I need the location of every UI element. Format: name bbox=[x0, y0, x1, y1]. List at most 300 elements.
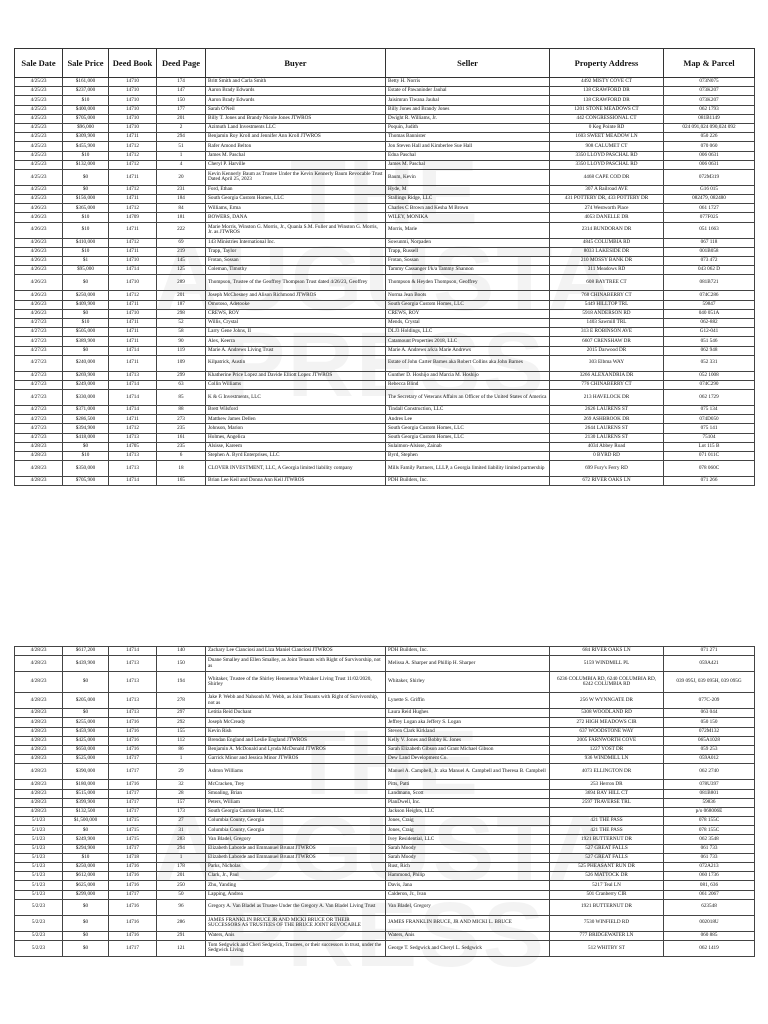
cell-property-address: 421 THE PASS bbox=[550, 826, 664, 835]
cell-buyer: CLOVER INVESTMENT, LLC, A Georgia limited liability company bbox=[206, 461, 386, 477]
cell-sale-date: 4/28/23 bbox=[15, 736, 63, 745]
cell-seller: Charles C Brown and Kesha M Brown bbox=[386, 204, 550, 213]
cell-map-parcel: G12-041 bbox=[664, 328, 755, 337]
cell-deed-book: 14712 bbox=[109, 291, 157, 300]
cell-deed-page: 147 bbox=[157, 87, 206, 96]
cell-seller: Tindall Construction, LLC bbox=[386, 406, 550, 415]
table-row bbox=[15, 745, 755, 754]
table-row bbox=[15, 477, 755, 486]
cell-deed-page: 294 bbox=[157, 133, 206, 142]
cell-buyer: Columbia County, Georgia bbox=[206, 826, 386, 835]
cell-seller: Jaisimran Tiwana Jauhal bbox=[386, 96, 550, 105]
cell-map-parcel: 050 150 bbox=[664, 718, 755, 727]
cell-seller: Jones, Craig bbox=[386, 817, 550, 826]
cell-buyer: Parks, Nicholas bbox=[206, 863, 386, 872]
cell-deed-book: 14712 bbox=[109, 238, 157, 247]
cell-seller: Billy Jones and Brandy Jones bbox=[386, 105, 550, 114]
cell-seller: Mills Family Partners, LLLP, a Georgia limited liability limited partnership bbox=[386, 461, 550, 477]
cell-deed-page: 85 bbox=[157, 390, 206, 406]
cell-deed-book: 14711 bbox=[109, 355, 157, 371]
cell-deed-page: 69 bbox=[157, 238, 206, 247]
cell-deed-page: 184 bbox=[157, 195, 206, 204]
cell-sale-date: 4/28/23 bbox=[15, 718, 63, 727]
cell-map-parcel: 059A421 bbox=[664, 656, 755, 672]
cell-sale-price: $0 bbox=[63, 940, 109, 956]
table-row bbox=[15, 899, 755, 915]
cell-sale-price: $10 bbox=[63, 452, 109, 461]
cell-deed-page: 51 bbox=[157, 142, 206, 151]
cell-deed-page: 235 bbox=[157, 424, 206, 433]
cell-sale-date: 4/28/23 bbox=[15, 452, 63, 461]
cell-deed-book: 14718 bbox=[109, 853, 157, 862]
header-deed-book: Deed Book bbox=[109, 49, 157, 78]
cell-map-parcel: 062 1419 bbox=[664, 940, 755, 956]
table-row bbox=[15, 355, 755, 371]
cell-property-address: 0 Keg Pointe RD bbox=[550, 123, 664, 132]
cell-buyer: Clark, Jr., Paul bbox=[206, 872, 386, 881]
cell-deed-book: 14715 bbox=[109, 817, 157, 826]
cell-deed-page: 28 bbox=[157, 789, 206, 798]
table-row bbox=[15, 424, 755, 433]
cell-sale-price: $240,000 bbox=[63, 355, 109, 371]
cell-deed-book: 14716 bbox=[109, 718, 157, 727]
cell-deed-page: 161 bbox=[157, 433, 206, 442]
cell-sale-date: 4/27/23 bbox=[15, 346, 63, 355]
cell-deed-book: 14717 bbox=[109, 798, 157, 807]
cell-map-parcel: 006 0631 bbox=[664, 151, 755, 160]
header-buyer: Buyer bbox=[206, 49, 386, 78]
cell-property-address: 5449 HILLTOP TRL bbox=[550, 300, 664, 309]
cell-deed-page: 119 bbox=[157, 346, 206, 355]
cell-deed-book: 14716 bbox=[109, 745, 157, 754]
cell-deed-book: 14716 bbox=[109, 872, 157, 881]
cell-property-address: 311 Meadows RD bbox=[550, 266, 664, 275]
cell-sale-date: 4/28/23 bbox=[15, 727, 63, 736]
cell-property-address: 2015 Darwood DR bbox=[550, 346, 664, 355]
cell-property-address: 2314 BUNDORAN DR bbox=[550, 222, 664, 238]
cell-deed-book: 14713 bbox=[109, 371, 157, 380]
cell-buyer: Johnson, Marion bbox=[206, 424, 386, 433]
cell-property-address: 307 A Railroad AVE bbox=[550, 185, 664, 194]
cell-seller: James M. Paschal bbox=[386, 160, 550, 169]
table-row bbox=[15, 204, 755, 213]
cell-deed-page: 173 bbox=[157, 807, 206, 816]
cell-sale-price: $10 bbox=[63, 222, 109, 238]
cell-map-parcel: 050 226 bbox=[664, 133, 755, 142]
cell-map-parcel: 073K207 bbox=[664, 96, 755, 105]
cell-map-parcel: 078 155C bbox=[664, 817, 755, 826]
cell-property-address: 2130 LAURENS ST bbox=[550, 433, 664, 442]
cell-property-address: 1921 BUTTERNUT DR bbox=[550, 899, 664, 915]
cell-sale-date: 4/26/23 bbox=[15, 300, 63, 309]
cell-buyer: Frotan, Sossan bbox=[206, 257, 386, 266]
cell-sale-price: $418,000 bbox=[63, 433, 109, 442]
cell-map-parcel: 062 948 bbox=[664, 346, 755, 355]
cell-sale-price: $255,000 bbox=[63, 718, 109, 727]
cell-seller: Kelly V. Jones and Bobby K. Jones bbox=[386, 736, 550, 745]
table-row bbox=[15, 780, 755, 789]
table-row bbox=[15, 755, 755, 764]
cell-buyer: Omotoso, Adetooke bbox=[206, 300, 386, 309]
cell-map-parcel: 073 472 bbox=[664, 257, 755, 266]
table-row bbox=[15, 881, 755, 890]
cell-deed-page: 222 bbox=[157, 222, 206, 238]
table-row bbox=[15, 238, 755, 247]
cell-sale-price: $10 bbox=[63, 853, 109, 862]
header-sale-date: Sale Date bbox=[15, 49, 63, 78]
table-row bbox=[15, 647, 755, 656]
table-row bbox=[15, 160, 755, 169]
cell-buyer: Columbia County, Georgia bbox=[206, 817, 386, 826]
cell-seller: Baum, Kevin bbox=[386, 169, 550, 185]
table-row bbox=[15, 835, 755, 844]
cell-sale-date: 4/25/23 bbox=[15, 185, 63, 194]
cell-sale-price: $515,000 bbox=[63, 789, 109, 798]
cell-seller: Thomas Bannister bbox=[386, 133, 550, 142]
cell-deed-page: 201 bbox=[157, 872, 206, 881]
cell-buyer: 143 Ministries International Inc. bbox=[206, 238, 386, 247]
cell-property-address: 776 CHINABERRY CT bbox=[550, 380, 664, 389]
cell-sale-price: $249,900 bbox=[63, 835, 109, 844]
cell-sale-date: 4/25/23 bbox=[15, 114, 63, 123]
cell-map-parcel: 081B721 bbox=[664, 275, 755, 291]
cell-deed-page: 112 bbox=[157, 736, 206, 745]
cell-sale-date: 4/27/23 bbox=[15, 433, 63, 442]
table-row bbox=[15, 213, 755, 222]
cell-deed-book: 14710 bbox=[109, 309, 157, 318]
cell-deed-book: 14710 bbox=[109, 257, 157, 266]
cell-map-parcel: 081B801 bbox=[664, 789, 755, 798]
cell-sale-price: $10 bbox=[63, 96, 109, 105]
cell-property-address bbox=[550, 807, 664, 816]
cell-seller: Steven Clark Kirkland bbox=[386, 727, 550, 736]
cell-seller: Sulaimon-Alsisse, Zainab bbox=[386, 442, 550, 451]
cell-sale-date: 4/27/23 bbox=[15, 337, 63, 346]
cell-property-address: 768 CHINABERRY CT bbox=[550, 291, 664, 300]
cell-sale-price: $705,000 bbox=[63, 114, 109, 123]
cell-property-address: 0 BYRD RD bbox=[550, 452, 664, 461]
cell-property-address: 8033 LAKESIDE DR bbox=[550, 247, 664, 256]
table-row bbox=[15, 727, 755, 736]
table-row bbox=[15, 863, 755, 872]
cell-deed-book: 14710 bbox=[109, 78, 157, 87]
cell-deed-book: 14716 bbox=[109, 863, 157, 872]
table-row bbox=[15, 693, 755, 709]
cell-map-parcel: 052 1008 bbox=[664, 371, 755, 380]
cell-sale-date: 4/28/23 bbox=[15, 798, 63, 807]
cell-map-parcel: 039 095J, 039 095H, 039 095G bbox=[664, 672, 755, 693]
cell-sale-date: 4/25/23 bbox=[15, 169, 63, 185]
cell-sale-price: $525,000 bbox=[63, 755, 109, 764]
cell-deed-page: 58 bbox=[157, 328, 206, 337]
cell-seller: Landmann, Scott bbox=[386, 789, 550, 798]
cell-buyer: Joseph McCready bbox=[206, 718, 386, 727]
cell-sale-price: $0 bbox=[63, 709, 109, 718]
cell-deed-book: 14717 bbox=[109, 844, 157, 853]
table-row bbox=[15, 890, 755, 899]
cell-map-parcel: 075 141 bbox=[664, 424, 755, 433]
cell-map-parcel: 062-882 bbox=[664, 318, 755, 327]
cell-sale-date: 5/1/23 bbox=[15, 863, 63, 872]
cell-map-parcel: 001B058 bbox=[664, 247, 755, 256]
table-row bbox=[15, 433, 755, 442]
cell-map-parcel: 59836 bbox=[664, 798, 755, 807]
cell-sale-date: 4/27/23 bbox=[15, 406, 63, 415]
cell-deed-page: 201 bbox=[157, 291, 206, 300]
cell-property-address: 2597 TRAVERSE TRL bbox=[550, 798, 664, 807]
cell-sale-date: 4/26/23 bbox=[15, 275, 63, 291]
cell-deed-book: 14709 bbox=[109, 213, 157, 222]
cell-map-parcel: 040 051A bbox=[664, 309, 755, 318]
cell-deed-page: 109 bbox=[157, 355, 206, 371]
cell-property-address: 431 POTTERY DR, 433 POTTERY DR bbox=[550, 195, 664, 204]
cell-sale-price: $96,000 bbox=[63, 123, 109, 132]
cell-sale-price: $389,900 bbox=[63, 337, 109, 346]
cell-deed-page: 63 bbox=[157, 380, 206, 389]
cell-seller: PDH Builders, Inc. bbox=[386, 647, 550, 656]
cell-deed-book: 14712 bbox=[109, 204, 157, 213]
cell-sale-date: 4/28/23 bbox=[15, 755, 63, 764]
table-row bbox=[15, 789, 755, 798]
cell-seller: Trapp, Russell bbox=[386, 247, 550, 256]
cell-sale-date: 4/28/23 bbox=[15, 477, 63, 486]
cell-sale-date: 4/28/23 bbox=[15, 656, 63, 672]
table-row bbox=[15, 266, 755, 275]
cell-buyer: Matthew James Dellen bbox=[206, 415, 386, 424]
cell-property-address: 777 BRIDGEWATER LN bbox=[550, 931, 664, 940]
cell-property-address: 138 CRAWFORD DR bbox=[550, 87, 664, 96]
cell-seller: PlanDwell, Inc. bbox=[386, 798, 550, 807]
cell-map-parcel: 59847 bbox=[664, 300, 755, 309]
table-row bbox=[15, 185, 755, 194]
cell-sale-date: 4/25/23 bbox=[15, 133, 63, 142]
cell-sale-price: $156,000 bbox=[63, 195, 109, 204]
cell-deed-page: 145 bbox=[157, 257, 206, 266]
cell-sale-price: $10 bbox=[63, 318, 109, 327]
cell-map-parcel: 623548 bbox=[664, 899, 755, 915]
cell-buyer: Willis, Crystal bbox=[206, 318, 386, 327]
cell-sale-price: $705,900 bbox=[63, 477, 109, 486]
cell-sale-date: 4/25/23 bbox=[15, 105, 63, 114]
table-row bbox=[15, 931, 755, 940]
table-row bbox=[15, 257, 755, 266]
cell-map-parcel: 081B1149 bbox=[664, 114, 755, 123]
cell-deed-page: 273 bbox=[157, 415, 206, 424]
cell-deed-book: 14711 bbox=[109, 318, 157, 327]
cell-deed-page: 84 bbox=[157, 204, 206, 213]
cell-map-parcel: 059A012 bbox=[664, 755, 755, 764]
cell-seller: Estate of Pawaninder Jauhal bbox=[386, 87, 550, 96]
cell-sale-price: $0 bbox=[63, 275, 109, 291]
cell-seller: Van Bladel, Gregory bbox=[386, 899, 550, 915]
cell-deed-book: 14710 bbox=[109, 96, 157, 105]
cell-deed-book: 14710 bbox=[109, 114, 157, 123]
cell-map-parcel: 067 118 bbox=[664, 238, 755, 247]
table-row bbox=[15, 133, 755, 142]
cell-deed-book: 14714 bbox=[109, 380, 157, 389]
cell-buyer: Khatherine Price Lopez and Davide Elliott Lopez JTWROS bbox=[206, 371, 386, 380]
cell-sale-date: 4/26/23 bbox=[15, 309, 63, 318]
cell-seller: Sowunmi, Norpaden bbox=[386, 238, 550, 247]
cell-property-address: 2644 LAURENS ST bbox=[550, 424, 664, 433]
table-row bbox=[15, 872, 755, 881]
cell-property-address: 5217 Teal LN bbox=[550, 881, 664, 890]
table-row bbox=[15, 78, 755, 87]
cell-sale-date: 4/26/23 bbox=[15, 266, 63, 275]
cell-map-parcel: G16 015 bbox=[664, 185, 755, 194]
cell-deed-book: 14711 bbox=[109, 195, 157, 204]
cell-property-address: 274 Westworth Place bbox=[550, 204, 664, 213]
cell-buyer: South Georgia Custom Homes, LLC bbox=[206, 195, 386, 204]
cell-sale-date: 4/27/23 bbox=[15, 380, 63, 389]
cell-deed-book: 14716 bbox=[109, 736, 157, 745]
cell-seller: Laura Reid Hughes bbox=[386, 709, 550, 718]
cell-deed-book: 14716 bbox=[109, 899, 157, 915]
cell-property-address: 138 CRAWFORD DR bbox=[550, 96, 664, 105]
cell-buyer: Collin Williams bbox=[206, 380, 386, 389]
table-row bbox=[15, 807, 755, 816]
cell-buyer: Ford, Ethan bbox=[206, 185, 386, 194]
cell-deed-book: 14710 bbox=[109, 275, 157, 291]
table-row bbox=[15, 718, 755, 727]
cell-deed-book: 14713 bbox=[109, 693, 157, 709]
cell-buyer: Lapping, Andrea bbox=[206, 890, 386, 899]
cell-buyer: Holmes, Angelica bbox=[206, 433, 386, 442]
cell-property-address: 3350 LLOYD PASCHAL RD bbox=[550, 151, 664, 160]
table-row bbox=[15, 452, 755, 461]
cell-sale-price: $400,000 bbox=[63, 105, 109, 114]
cell-buyer: Benjamin A. McDonald and Lynda McDonald JTWROS bbox=[206, 745, 386, 754]
table-row bbox=[15, 151, 755, 160]
cell-property-address: 210 MOSSY BANK DR bbox=[550, 257, 664, 266]
cell-deed-book: 14710 bbox=[109, 87, 157, 96]
cell-deed-page: 6 bbox=[157, 452, 206, 461]
cell-buyer: Larry Gene Johns, II bbox=[206, 328, 386, 337]
cell-deed-page: 250 bbox=[157, 881, 206, 890]
cell-sale-price: $455,900 bbox=[63, 142, 109, 151]
cell-sale-price: $250,000 bbox=[63, 863, 109, 872]
cell-buyer: Brian Lee Keil and Donna Ann Keil JTWROS bbox=[206, 477, 386, 486]
cell-deed-page: 140 bbox=[157, 647, 206, 656]
cell-buyer: Brett Wilsford bbox=[206, 406, 386, 415]
cell-map-parcel: 077C-209 bbox=[664, 693, 755, 709]
cell-sale-price: $132,500 bbox=[63, 807, 109, 816]
cell-map-parcel: 070 060 bbox=[664, 142, 755, 151]
table-row bbox=[15, 247, 755, 256]
cell-sale-price: $132,000 bbox=[63, 160, 109, 169]
cell-sale-price: $330,000 bbox=[63, 390, 109, 406]
cell-buyer: James M. Paschal bbox=[206, 151, 386, 160]
cell-deed-page: 155 bbox=[157, 727, 206, 736]
table-row bbox=[15, 672, 755, 693]
cell-sale-date: 4/27/23 bbox=[15, 424, 63, 433]
cell-sale-date: 5/1/23 bbox=[15, 881, 63, 890]
cell-property-address: 213 HAVELOCK DR bbox=[550, 390, 664, 406]
cell-seller: Frotan, Sossan bbox=[386, 257, 550, 266]
cell-map-parcel: 071 271 bbox=[664, 647, 755, 656]
cell-sale-date: 4/27/23 bbox=[15, 390, 63, 406]
cell-seller: Betty H. Norris bbox=[386, 78, 550, 87]
cell-sale-price: $410,000 bbox=[63, 238, 109, 247]
cell-seller: Dew Land Development Co. bbox=[386, 755, 550, 764]
header-seller: Seller bbox=[386, 49, 550, 78]
table-row bbox=[15, 309, 755, 318]
table-row bbox=[15, 169, 755, 185]
cell-map-parcel: 062 1793 bbox=[664, 105, 755, 114]
cell-deed-page: 278 bbox=[157, 693, 206, 709]
cell-seller: The Secretary of Veterans Affairs an Officer of the United States of America bbox=[386, 390, 550, 406]
cell-buyer: Joseph McChesney and Alison Richmond JTWROS bbox=[206, 291, 386, 300]
cell-sale-price: $0 bbox=[63, 826, 109, 835]
cell-property-address: 1603 SWEET MEADOW LN bbox=[550, 133, 664, 142]
cell-deed-page: 18 bbox=[157, 461, 206, 477]
cell-deed-page: 174 bbox=[157, 78, 206, 87]
cell-seller: Rebecca Blind bbox=[386, 380, 550, 389]
cell-property-address: 908 CALUMET CT bbox=[550, 142, 664, 151]
cell-deed-book: 14717 bbox=[109, 755, 157, 764]
cell-property-address: 672 RIVER OAKS LN bbox=[550, 477, 664, 486]
cell-deed-page: 1 bbox=[157, 151, 206, 160]
cell-sale-price: $0 bbox=[63, 899, 109, 915]
table-row bbox=[15, 300, 755, 309]
cell-deed-page: 157 bbox=[157, 798, 206, 807]
cell-buyer: Marie A. Andrews Living Trust bbox=[206, 346, 386, 355]
cell-property-address: 4468 CAPE COD DR bbox=[550, 169, 664, 185]
cell-sale-price: $350,000 bbox=[63, 461, 109, 477]
cell-seller: Mends, Crystal bbox=[386, 318, 550, 327]
cell-buyer: Rafer Amond Belton bbox=[206, 142, 386, 151]
cell-deed-book: 14712 bbox=[109, 151, 157, 160]
cell-deed-book: 14711 bbox=[109, 247, 157, 256]
cell-sale-date: 4/27/23 bbox=[15, 371, 63, 380]
cell-property-address: 501 Cranberry CIR bbox=[550, 890, 664, 899]
cell-deed-book: 14713 bbox=[109, 452, 157, 461]
cell-sale-date: 5/2/23 bbox=[15, 899, 63, 915]
cell-seller: Catamount Properties 2018, LLC bbox=[386, 337, 550, 346]
cell-map-parcel: 059 253 bbox=[664, 745, 755, 754]
table-row bbox=[15, 346, 755, 355]
cell-seller: Manuel A. Campbell, Jr. aka Manuel A. Campbell and Theresa B. Campbell bbox=[386, 764, 550, 780]
cell-map-parcel: 074C286 bbox=[664, 291, 755, 300]
cell-sale-date: 4/28/23 bbox=[15, 693, 63, 709]
cell-sale-date: 4/25/23 bbox=[15, 160, 63, 169]
cell-deed-book: 14715 bbox=[109, 835, 157, 844]
cell-deed-page: 86 bbox=[157, 745, 206, 754]
cell-sale-date: 4/28/23 bbox=[15, 647, 63, 656]
cell-buyer: McCracken, Trey bbox=[206, 780, 386, 789]
cell-seller: Jeffrey Logan aka Jeffery S. Logan bbox=[386, 718, 550, 727]
cell-deed-book: 14711 bbox=[109, 337, 157, 346]
cell-deed-page: 178 bbox=[157, 863, 206, 872]
table-row bbox=[15, 656, 755, 672]
cell-deed-page: 194 bbox=[157, 672, 206, 693]
cell-seller: Byrd, Stephen bbox=[386, 452, 550, 461]
cell-deed-book: 14713 bbox=[109, 461, 157, 477]
cell-sale-date: 4/25/23 bbox=[15, 87, 63, 96]
cell-seller: Davis, Jana bbox=[386, 881, 550, 890]
cell-sale-date: 4/25/23 bbox=[15, 195, 63, 204]
cell-deed-page: 96 bbox=[157, 899, 206, 915]
cell-property-address: 5308 WOODLAND RD bbox=[550, 709, 664, 718]
cell-seller: DLJ3 Holdings, LLC bbox=[386, 328, 550, 337]
cell-sale-price: $0 bbox=[63, 931, 109, 940]
cell-property-address: 253 Herron DR bbox=[550, 780, 664, 789]
table-row bbox=[15, 709, 755, 718]
table-row bbox=[15, 817, 755, 826]
cell-deed-book: 14716 bbox=[109, 780, 157, 789]
cell-buyer: Duane Smalley and Ellen Smalley, as Joint Tenants with Right of Survivorship, not as bbox=[206, 656, 386, 672]
cell-buyer: Peters, William bbox=[206, 798, 386, 807]
